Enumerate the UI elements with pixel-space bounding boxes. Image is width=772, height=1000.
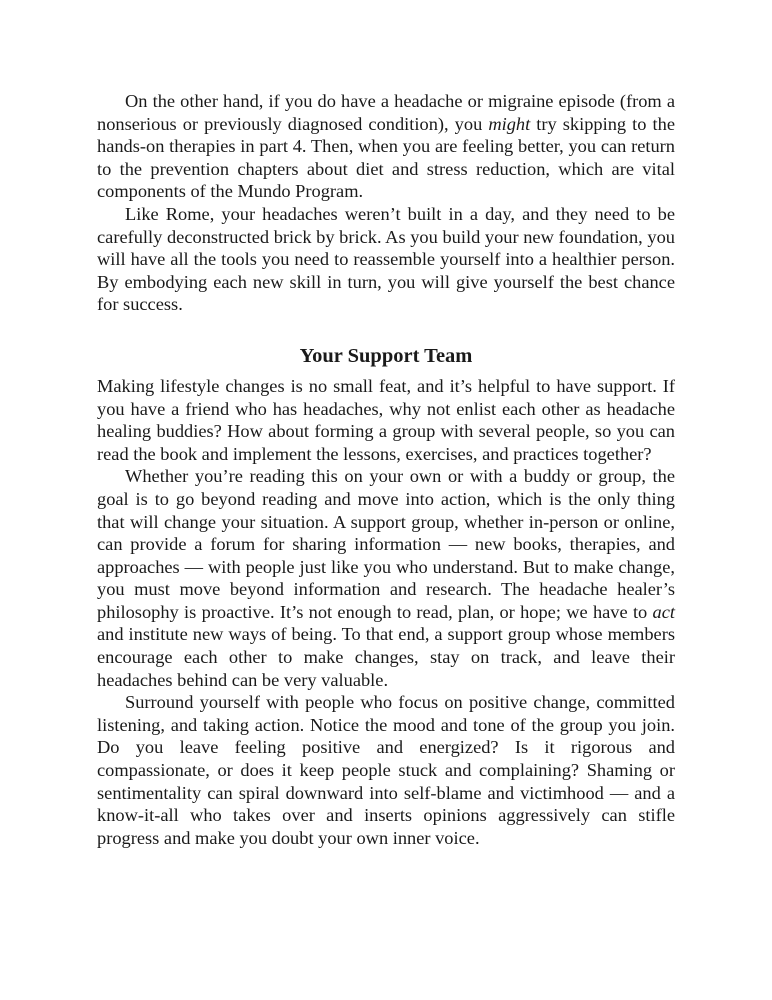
- paragraph-headache-episode: [97, 90, 675, 203]
- paragraph-text: and institute new ways of being. To that end, a support group whose members encourage each other to make changes, stay on track, and leave their headaches behind can be very valuable.: [97, 624, 675, 690]
- emphasis-act: act: [652, 601, 675, 622]
- section-heading: Your Support Team: [299, 344, 473, 367]
- paragraph-text: Whether you’re reading this on your own or with a buddy or group, the goal is to go beyond reading and move into action, which is the only thing that will change your situation. A support group, whether in-person or online, can provide a forum for sharing information — new books, therapies, and approaches — with people just like you who understand. But to make change, you must move beyond information and research. The headache healer’s philosophy is proactive. It’s not enough to read, plan, or hope; we have to: [97, 466, 675, 622]
- paragraph-text: On the other hand, if you do have a headache or migraine episode (from a nonserious or previously diagnosed condition), you: [97, 91, 675, 134]
- emphasis-might: might: [488, 113, 531, 134]
- paragraph-text: try skipping to the hands-on therapies in part 4. Then, when you are feeling better, you can return to the prevention chapters about diet and stress reduction, which are vital components of the Mundo Program.: [97, 113, 676, 202]
- paragraph-support-group: [97, 465, 675, 691]
- paragraph-surround-yourself: Surround yourself with people who focus on positive change, committed listening, and taking action. Notice the mood and tone of the group you join. Do you leave feeling positive and energized? Is it rigorous and compassionate, or does it keep people stuck and complaining? Shaming or sentimentality can spiral downward into self-blame and victimhood — and a know-it-all who takes over and inserts opinions aggressively can stifle progress and make you doubt your own inner voice.: [97, 692, 675, 848]
- paragraph-lifestyle-changes: Making lifestyle changes is no small feat, and it’s helpful to have support. If you have a friend who has headaches, why not enlist each other as headache healing buddies? How about forming a group with several people, so you can read the book and implement the lessons, exercises, and practices together?: [97, 375, 675, 464]
- book-page: [97, 90, 675, 849]
- paragraph-like-rome: Like Rome, your headaches weren’t built in a day, and they need to be carefully deconstructed brick by brick. As you build your new foundation, you will have all the tools you need to reassemble yourself into a healthier person. By embodying each new skill in turn, you will give yourself the best chance for success.: [97, 203, 675, 315]
